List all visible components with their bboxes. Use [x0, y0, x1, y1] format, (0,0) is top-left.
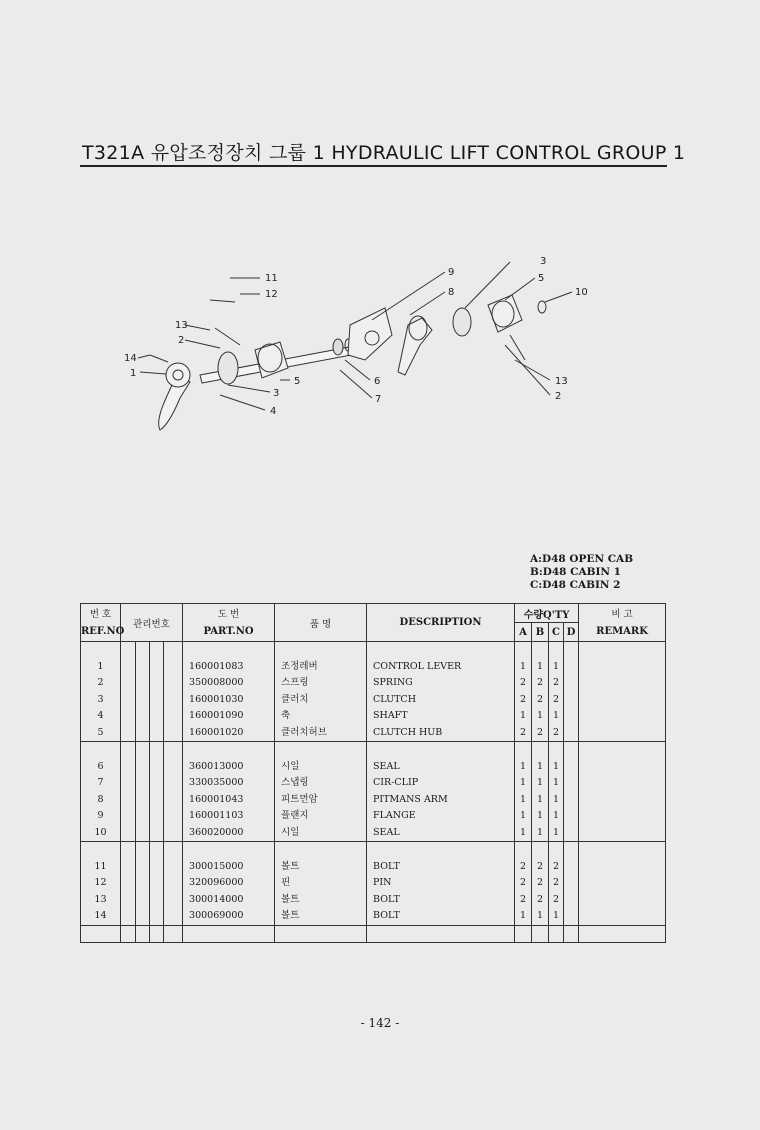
title-rule — [80, 165, 667, 167]
table-row: 13 300014000 볼트 BOLT 2 2 2 — [81, 892, 666, 909]
callout-14: 14 — [124, 353, 137, 364]
legend-b: B:D48 CABIN 1 — [530, 566, 621, 578]
table-row: 14 300069000 볼트 BOLT 1 1 1 — [81, 908, 666, 925]
callout-9: 9 — [448, 267, 455, 278]
page-number: - 142 - — [360, 1016, 400, 1030]
table-body — [81, 642, 666, 943]
table-row: 3 160001030 클러치 CLUTCH 2 2 2 — [81, 692, 666, 709]
callout-2-right: 2 — [555, 391, 562, 402]
header-remark-ko: 비 고 — [579, 604, 666, 623]
header-description: DESCRIPTION — [367, 604, 515, 642]
callout-13-right: 13 — [555, 376, 568, 387]
callout-6: 6 — [374, 376, 381, 387]
header-qty-b: B — [532, 623, 549, 642]
legend-c: C:D48 CABIN 2 — [530, 579, 621, 591]
table-row: 10 360020000 시일 SEAL 1 1 1 — [81, 825, 666, 842]
callout-1: 1 — [130, 368, 137, 379]
model-legend — [530, 553, 633, 592]
callout-2-left: 2 — [178, 335, 185, 346]
table-row: 11 300015000 볼트 BOLT 2 2 2 — [81, 859, 666, 876]
table-row: 9 160001103 플랜지 FLANGE 1 1 1 — [81, 808, 666, 825]
header-ref-ko: 번 호 — [81, 604, 121, 623]
header-part-en: PART.NO — [183, 623, 275, 642]
callout-5-left: 5 — [294, 376, 301, 387]
header-part-ko: 도 번 — [183, 604, 275, 623]
table-row: 4 160001090 축 SHAFT 1 1 1 — [81, 708, 666, 725]
callout-3-right: 3 — [540, 256, 547, 267]
header-mgmt: 관리번호 — [121, 604, 183, 642]
header-qty-c: C — [549, 623, 564, 642]
table-row-empty — [81, 925, 666, 943]
callout-12: 12 — [265, 289, 278, 300]
callout-3-left: 3 — [273, 388, 280, 399]
callout-11: 11 — [265, 273, 278, 284]
callout-13-left: 13 — [175, 320, 188, 331]
callout-4: 4 — [270, 406, 277, 417]
table-header — [81, 604, 666, 642]
table-row: 6 360013000 시일 SEAL 1 1 1 — [81, 759, 666, 776]
page-title: T321A 유압조정장치 그룹 1 HYDRAULIC LIFT CONTROL GROUP 1 — [82, 142, 686, 164]
header-remark-en: REMARK — [579, 623, 666, 642]
table-row: 2 350008000 스프링 SPRING 2 2 2 — [81, 675, 666, 692]
exploded-parts-diagram — [110, 250, 610, 440]
callout-5-right: 5 — [538, 273, 545, 284]
callout-8: 8 — [448, 287, 455, 298]
table-row: 5 160001020 클러치허브 CLUTCH HUB 2 2 2 — [81, 725, 666, 742]
header-name-ko: 품 명 — [275, 604, 367, 642]
table-row: 1 160001083 조정레버 CONTROL LEVER 1 1 1 — [81, 659, 666, 676]
table-row: 7 330035000 스냅링 CIR-CLIP 1 1 1 — [81, 775, 666, 792]
header-qty-a: A — [515, 623, 532, 642]
header-ref-en: REF.NO — [81, 623, 121, 642]
table-row: 8 160001043 피트먼암 PITMANS ARM 1 1 1 — [81, 792, 666, 809]
parts-table — [80, 603, 666, 943]
table-row: 12 320096000 핀 PIN 2 2 2 — [81, 875, 666, 892]
header-qty-d: D — [564, 623, 579, 642]
header-qty: 수량Q'TY — [515, 604, 579, 623]
callout-7: 7 — [375, 394, 382, 405]
legend-a: A:D48 OPEN CAB — [530, 553, 634, 565]
callout-10: 10 — [575, 287, 588, 298]
